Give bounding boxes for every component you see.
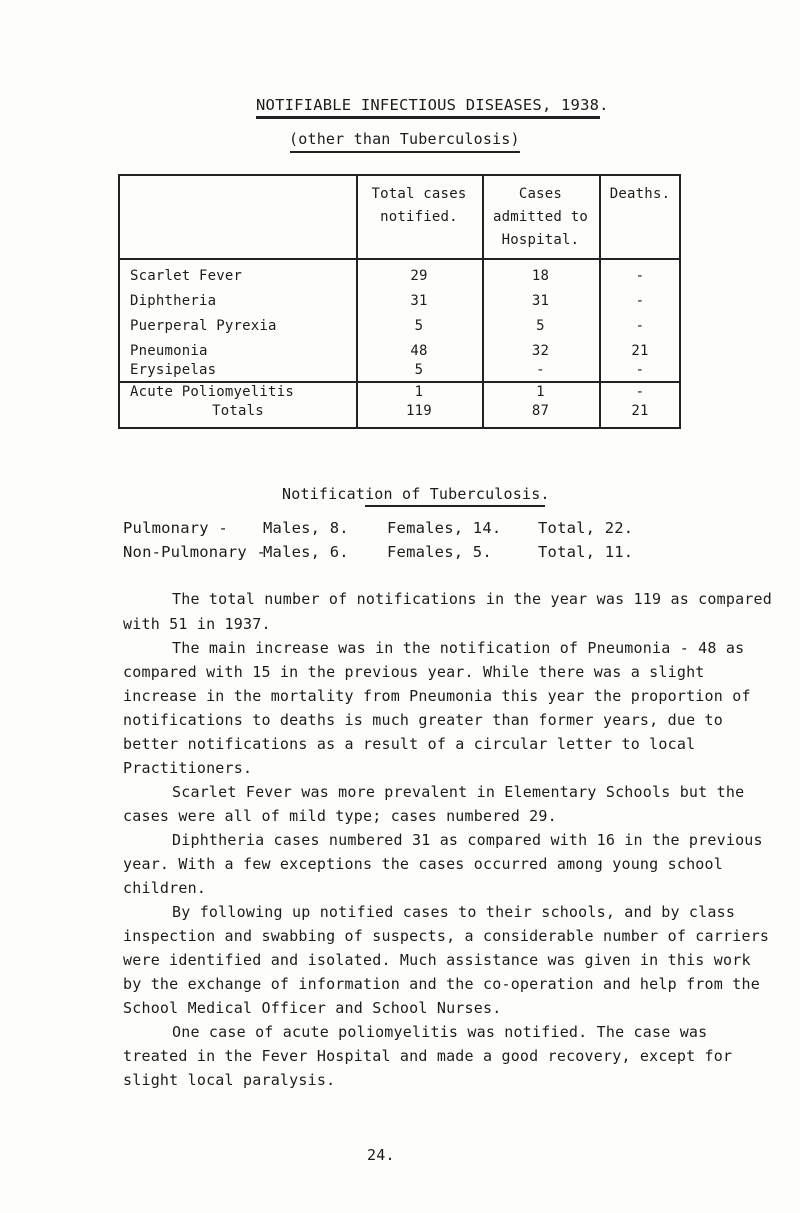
totals-label: Totals [212, 403, 264, 419]
text-line: The main increase was in the notification of Pneumonia - 48 as [172, 639, 745, 657]
table-cell: 1 [536, 384, 545, 400]
text-line: better notifications as a result of a circular letter to local [123, 735, 696, 753]
table-cell: 18 [531, 268, 550, 284]
table-cell: 48 [410, 343, 428, 359]
table-row-disease: Acute Poliomyelitis [130, 384, 294, 400]
tb-row-type: Pulmonary - [123, 519, 228, 537]
text-line: treated in the Fever Hospital and made a good recovery, except for [123, 1047, 733, 1065]
text-line: School Medical Officer and School Nurses. [123, 999, 502, 1017]
table-cell: 29 [410, 268, 428, 284]
table-cell: - [536, 362, 545, 378]
tb-row-females: Females, 5. [387, 543, 492, 561]
text-line: were identified and isolated. Much assistance was given in this work [123, 951, 751, 969]
table-cell: 1 [414, 384, 424, 400]
text-line: By following up notified cases to their schools, and by class [172, 903, 736, 921]
text-line: notifications to deaths is much greater than former years, due to [123, 711, 723, 729]
tb-row-males: Males, 6. [263, 543, 349, 561]
text-line: inspection and swabbing of suspects, a considerable number of carriers [123, 927, 770, 945]
text-line: The total number of notifications in the year was 119 as compared [172, 590, 772, 608]
text-line: One case of acute poliomyelitis was notified. The case was [172, 1023, 708, 1041]
page-number: 24. [367, 1146, 395, 1164]
tuberculosis-underline [365, 505, 545, 507]
table-cell: 32 [531, 343, 550, 359]
table-cell: 5 [414, 318, 424, 334]
table-cell: - [635, 384, 645, 400]
text-line: increase in the mortality from Pneumonia this year the proportion of [123, 687, 751, 705]
table-cell: - [635, 362, 645, 378]
tb-row-females: Females, 14. [387, 519, 502, 537]
table-row-disease: Diphtheria [130, 293, 217, 309]
tb-row-total: Total, 22. [538, 519, 634, 537]
table-cell: - [635, 318, 645, 334]
table-cell: - [635, 268, 645, 284]
tb-row-males: Males, 8. [263, 519, 349, 537]
tuberculosis-heading: Notification of Tuberculosis. [282, 485, 550, 503]
text-line: slight local paralysis. [123, 1071, 336, 1089]
table-cell: 31 [410, 293, 428, 309]
table-cell: - [635, 293, 645, 309]
header-deaths: Deaths. [609, 186, 671, 202]
diseases-table [118, 174, 681, 429]
page-subtitle: (other than Tuberculosis) [289, 130, 520, 148]
title-underline [256, 116, 600, 119]
table-row-disease: Erysipelas [130, 362, 217, 378]
totals-cell: 119 [406, 403, 432, 419]
table-divider [120, 258, 679, 260]
table-cell: 5 [414, 362, 424, 378]
table-cell: 5 [536, 318, 545, 334]
totals-cell: 21 [631, 403, 649, 419]
table-row-disease: Scarlet Fever [130, 268, 243, 284]
text-line: children. [123, 879, 207, 897]
page-title: NOTIFIABLE INFECTIOUS DISEASES, 1938. [256, 96, 609, 114]
tb-row-type: Non-Pulmonary - [123, 543, 266, 561]
text-line: cases were all of mild type; cases numbered 29. [123, 807, 557, 825]
text-line: by the exchange of information and the co-operation and help from the [123, 975, 760, 993]
table-cell: 31 [531, 293, 550, 309]
totals-cell: 87 [531, 403, 550, 419]
table-row-disease: Pneumonia [130, 343, 208, 359]
header-admitted: Cases admitted to Hospital. [493, 186, 588, 248]
text-line: Practitioners. [123, 759, 253, 777]
text-line: with 51 in 1937. [123, 615, 271, 633]
text-line: year. With a few exceptions the cases occurred among young school [123, 855, 723, 873]
header-total-cases: Total cases notified. [371, 186, 467, 225]
table-row-disease: Puerperal Pyrexia [130, 318, 277, 334]
subtitle-underline [290, 151, 520, 153]
text-line: compared with 15 in the previous year. While there was a slight [123, 663, 705, 681]
tb-row-total: Total, 11. [538, 543, 634, 561]
table-cell: 21 [631, 343, 649, 359]
text-line: Scarlet Fever was more prevalent in Elementary Schools but the [172, 783, 745, 801]
text-line: Diphtheria cases numbered 31 as compared with 16 in the previous [172, 831, 763, 849]
